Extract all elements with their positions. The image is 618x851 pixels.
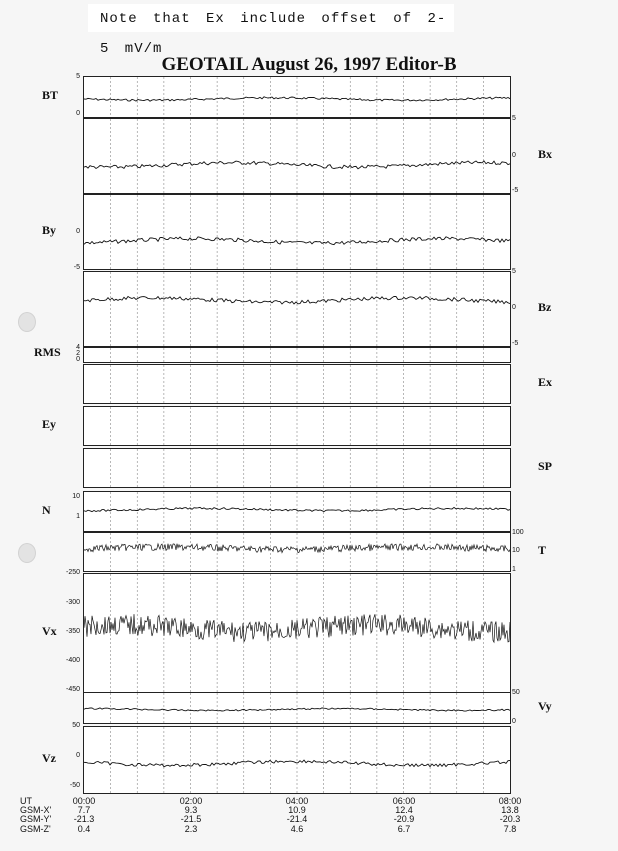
panel-label-n: N [42, 502, 51, 517]
axis-tick-label: 1 [76, 513, 80, 520]
ephemeris-cell: 12.4 [395, 805, 413, 815]
panel-label-bz: Bz [538, 300, 552, 314]
axis-tick-label: 0 [76, 356, 80, 363]
axis-tick-label: 0 [76, 110, 80, 117]
panel-n [83, 491, 511, 532]
axis-tick-label: -350 [65, 628, 80, 635]
panel-by [83, 194, 511, 270]
ephemeris-cell: 00:00 [72, 796, 96, 806]
axis-tick-label: -50 [69, 782, 80, 789]
axis-tick-label: 5 [512, 268, 516, 275]
punch-hole-2 [18, 543, 36, 563]
axis-tick-label: 0 [512, 718, 516, 725]
panel-ey-graph [84, 407, 510, 445]
panel-vy-graph [84, 693, 510, 723]
panel-label-t: T [538, 543, 547, 557]
ephemeris-cell: -20.9 [393, 814, 415, 824]
ephemeris-row-label: GSM-Z' [20, 824, 51, 834]
panel-label-by: By [42, 223, 57, 237]
panel-vz [83, 726, 511, 794]
panel-bt [83, 76, 511, 118]
panel-vz-graph [84, 727, 510, 793]
panel-ey [83, 406, 511, 446]
panel-vx [83, 573, 511, 693]
ephemeris-cell: -21.3 [73, 814, 95, 824]
panel-label-sp: SP [538, 459, 553, 473]
panel-vy [83, 692, 511, 724]
ephemeris-cell: 2.3 [184, 824, 198, 834]
panel-bt-graph [84, 77, 510, 117]
ephemeris-cell: 10.9 [288, 805, 306, 815]
axis-tick-label: 50 [512, 689, 520, 696]
ephemeris-cell: 06:00 [392, 796, 416, 806]
panel-label-rms: RMS [34, 345, 61, 359]
axis-tick-label: 0 [512, 304, 516, 311]
punch-hole-1 [18, 312, 36, 332]
ephemeris-cell: 9.3 [184, 805, 198, 815]
panel-ex [83, 364, 511, 404]
axis-tick-label: -450 [65, 686, 80, 693]
panel-label-vy: Vy [538, 699, 552, 713]
ephemeris-cell: 7.8 [503, 824, 517, 834]
axis-tick-label: 1 [512, 566, 516, 573]
ephemeris-row-label: UT [20, 796, 32, 806]
panel-bx-graph [84, 119, 510, 193]
panel-label-vx: Vx [42, 624, 57, 638]
ephemeris-row-label: GSM-X' [20, 805, 52, 815]
axis-tick-label: 0 [512, 152, 516, 159]
panel-ex-graph [84, 365, 510, 403]
axis-tick-label: -5 [512, 340, 519, 347]
axis-tick-label: 4 [76, 344, 80, 351]
axis-tick-label: 5 [512, 115, 516, 122]
axis-tick-label: 0 [76, 228, 80, 235]
panel-label-bx: Bx [538, 147, 553, 161]
axis-tick-label: 5 [76, 73, 80, 80]
axis-tick-label: -400 [65, 657, 80, 664]
ephemeris-cell: 13.8 [501, 805, 519, 815]
plot-title: GEOTAIL August 26, 1997 Editor-B [161, 54, 457, 75]
axis-tick-label: -250 [65, 569, 80, 576]
panel-bx [83, 118, 511, 194]
panel-label-vz: Vz [42, 751, 56, 765]
ephemeris-cell: 08:00 [498, 796, 522, 806]
offset-note: Note that Ex include offset of 2-5 mV/m [88, 4, 454, 32]
axis-tick-label: 2 [76, 350, 80, 357]
axis-tick-label: -5 [512, 187, 519, 194]
axis-tick-label: -5 [73, 264, 80, 271]
panel-n-graph [84, 492, 510, 531]
panel-t-graph [84, 533, 510, 571]
ephemeris-row-label: GSM-Y' [20, 814, 52, 824]
axis-tick-label: 0 [76, 752, 80, 759]
axis-tick-label: -300 [65, 599, 80, 606]
panel-vx-graph [84, 574, 510, 692]
panel-t [83, 532, 511, 572]
axis-tick-label: 10 [512, 547, 520, 554]
axis-tick-label: 50 [72, 722, 80, 729]
ephemeris-cell: 0.4 [77, 824, 91, 834]
ephemeris-cell: 02:00 [179, 796, 203, 806]
panel-rms [83, 347, 511, 363]
axis-tick-label: 10 [72, 493, 80, 500]
panel-rms-graph [84, 348, 510, 362]
panel-sp-graph [84, 449, 510, 487]
ephemeris-cell: -21.5 [180, 814, 202, 824]
ephemeris-cell: 4.6 [290, 824, 304, 834]
ephemeris-cell: -21.4 [286, 814, 308, 824]
panel-label-ey: Ey [42, 417, 57, 431]
ephemeris-cell: 04:00 [285, 796, 309, 806]
axis-tick-label: 100 [512, 529, 524, 536]
ephemeris-cell: -20.3 [499, 814, 521, 824]
panel-by-graph [84, 195, 510, 269]
ephemeris-cell: 6.7 [397, 824, 411, 834]
panel-bz-graph [84, 272, 510, 346]
panel-label-ex: Ex [538, 375, 553, 389]
panel-sp [83, 448, 511, 488]
ephemeris-cell: 7.7 [77, 805, 91, 815]
panel-label-bt: BT [42, 88, 59, 102]
panel-bz [83, 271, 511, 347]
